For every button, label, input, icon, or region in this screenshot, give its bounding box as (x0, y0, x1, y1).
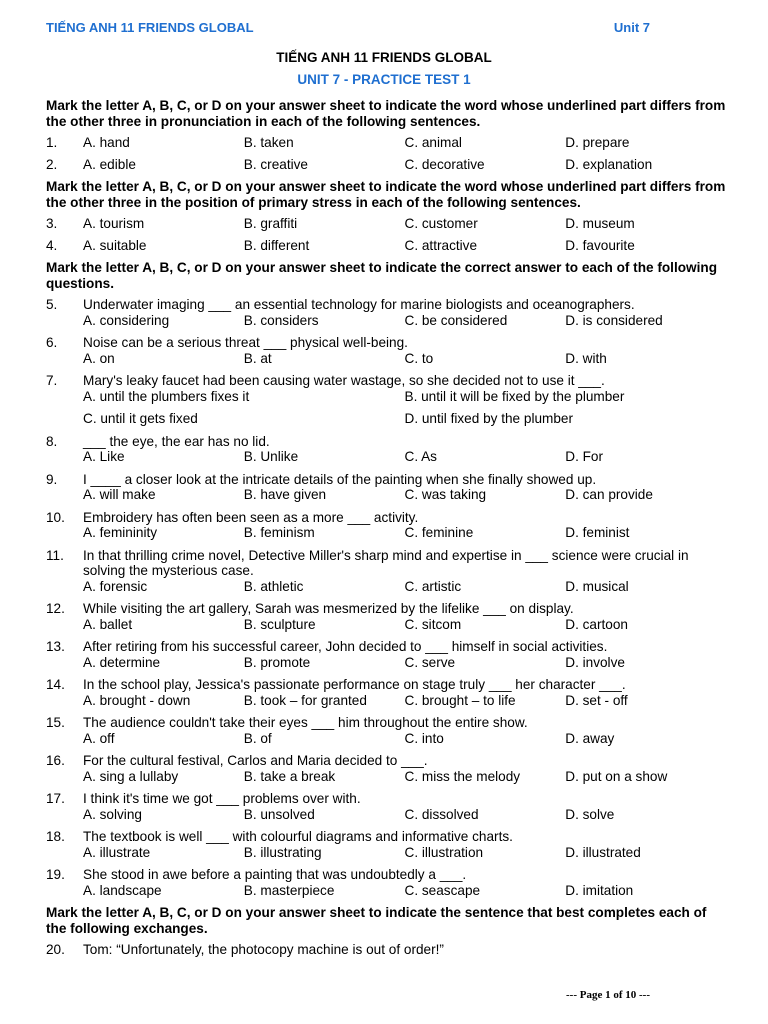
option-a: A. ballet (83, 616, 133, 632)
option-b: B. athletic (243, 578, 304, 594)
option-d: D. until fixed by the plumber (404, 411, 573, 426)
question-text: Underwater imaging ___ an essential technology for marine biologists and oceanographers. (83, 297, 635, 312)
question (46, 472, 726, 503)
question (46, 434, 726, 465)
question-text: The audience couldn't take their eyes ___ him throughout the entire show. (83, 715, 528, 730)
question-number: 6. (46, 335, 58, 350)
question-number: 3. (46, 216, 58, 231)
option-b: B. creative (243, 156, 308, 172)
option-c: C. feminine (404, 525, 474, 540)
option-c: C. into (404, 730, 444, 746)
option-a: A. on (83, 350, 115, 366)
question (46, 753, 726, 784)
option-b: B. feminism (243, 525, 315, 540)
option-a: A. suitable (83, 237, 147, 253)
option-b: B. masterpiece (243, 882, 335, 898)
question-text: Tom: “Unfortunately, the photocopy machine is out of order!” (83, 942, 444, 957)
question (46, 601, 726, 632)
question-text: For the cultural festival, Carlos and Maria decided to ___. (83, 753, 428, 768)
question-text: I think it's time we got ___ problems over with. (83, 791, 361, 806)
option-c: C. brought – to life (404, 692, 516, 708)
option-a: A. edible (83, 156, 136, 172)
option-d: D. explanation (565, 156, 653, 172)
option-b: B. take a break (243, 768, 336, 784)
question (46, 157, 726, 173)
question (46, 715, 726, 746)
option-a: A. considering (83, 312, 170, 328)
option-c: C. illustration (404, 844, 484, 860)
header-unit: Unit 7 (613, 20, 650, 35)
page-footer: --- Page 1 of 10 --- (566, 989, 650, 1001)
option-b: B. sculpture (243, 616, 316, 632)
option-d: D. solve (565, 806, 615, 822)
question (46, 238, 726, 254)
document-subtitle: UNIT 7 - PRACTICE TEST 1 (297, 72, 471, 87)
option-d: D. favourite (565, 237, 635, 253)
question (46, 135, 726, 151)
option-c: C. As (404, 449, 437, 464)
option-b: B. until it will be fixed by the plumber (404, 388, 625, 404)
option-a: A. landscape (83, 882, 162, 898)
question-number: 2. (46, 156, 58, 172)
option-c: C. customer (404, 216, 478, 231)
option-b: B. considers (243, 312, 319, 328)
option-b: B. of (243, 730, 272, 746)
option-d: D. For (565, 449, 604, 464)
option-d: D. imitation (565, 882, 634, 898)
option-a: A. femininity (83, 525, 158, 540)
option-a: A. until the plumbers fixes it (83, 388, 250, 404)
option-c: C. attractive (404, 237, 478, 253)
question-number: 4. (46, 237, 58, 253)
option-c: C. sitcom (404, 616, 462, 632)
option-a: A. sing a lullaby (83, 768, 179, 784)
question-text: In that thrilling crime novel, Detective Miller's sharp mind and expertise in ___ science were crucial in solving the mysterious case. (83, 547, 689, 578)
option-a: A. determine (83, 654, 161, 670)
question-text: Mary's leaky faucet had been causing water wastage, so she decided not to use it ___. (83, 373, 605, 388)
question-number: 7. (46, 373, 58, 388)
option-a: A. tourism (83, 216, 145, 231)
option-d: D. illustrated (565, 844, 641, 860)
header-course-title: TIẾNG ANH 11 FRIENDS GLOBAL (46, 20, 254, 35)
option-b: B. taken (243, 135, 294, 150)
option-a: A. brought - down (83, 692, 191, 708)
question-number: 5. (46, 297, 58, 312)
question (46, 791, 726, 822)
option-d: D. can provide (565, 487, 653, 502)
option-c: C. animal (404, 135, 462, 150)
question-text: The textbook is well ___ with colourful diagrams and informative charts. (83, 829, 513, 844)
document-title: TIẾNG ANH 11 FRIENDS GLOBAL (276, 50, 492, 65)
option-b: B. unsolved (243, 806, 315, 822)
question-number: 9. (46, 471, 58, 487)
question-number: 13. (46, 639, 65, 654)
option-d: D. set - off (565, 692, 628, 708)
option-a: A. forensic (83, 578, 148, 594)
option-a: A. illustrate (83, 844, 151, 860)
option-a: A. solving (83, 806, 142, 822)
option-b: B. have given (243, 487, 327, 502)
question-text: I ____ a closer look at the intricate details of the painting when she finally showed up. (83, 471, 597, 487)
question-number: 20. (46, 942, 65, 957)
question-number: 12. (46, 601, 65, 616)
question-text: Embroidery has often been seen as a more ___ activity. (83, 509, 419, 525)
option-a: A. hand (83, 135, 130, 150)
option-c: C. until it gets fixed (83, 411, 198, 426)
option-d: D. prepare (565, 135, 630, 150)
option-b: B. graffiti (243, 216, 298, 231)
question (46, 639, 726, 670)
option-b: B. promote (243, 654, 311, 670)
option-b: B. illustrating (243, 844, 322, 860)
question (46, 335, 726, 366)
option-c: C. to (404, 350, 434, 366)
question (46, 510, 726, 541)
question-number: 8. (46, 433, 58, 449)
question (46, 297, 726, 328)
option-b: B. different (243, 237, 310, 253)
option-b: B. took – for granted (243, 692, 367, 708)
page-header (46, 20, 650, 38)
test-content (46, 96, 726, 965)
section-instruction: Mark the letter A, B, C, or D on your answer sheet to indicate the correct answer to each of the following questions. (46, 260, 717, 291)
question-text: ___ the eye, the ear has no lid. (83, 433, 270, 449)
question-number: 15. (46, 715, 65, 730)
question-number: 19. (46, 867, 65, 882)
option-a: A. will make (83, 487, 156, 502)
question-number: 17. (46, 791, 65, 806)
option-a: A. off (83, 730, 115, 746)
option-c: C. decorative (404, 156, 485, 172)
option-c: C. dissolved (404, 806, 479, 822)
section-instruction: Mark the letter A, B, C, or D on your answer sheet to indicate the sentence that best completes each of the following exchanges. (46, 905, 707, 936)
question (46, 829, 726, 860)
question-text: She stood in awe before a painting that was undoubtedly a ___. (83, 867, 467, 882)
option-d: D. with (565, 350, 607, 366)
question-text: In the school play, Jessica's passionate performance on stage truly ___ her character ___. (83, 677, 626, 692)
option-b: B. at (243, 350, 272, 366)
question-number: 16. (46, 753, 65, 768)
question (46, 942, 726, 958)
question (46, 216, 726, 232)
question-number: 11. (46, 547, 64, 563)
question-number: 10. (46, 509, 65, 525)
question (46, 867, 726, 898)
question-text: Noise can be a serious threat ___ physical well-being. (83, 335, 408, 350)
option-d: D. feminist (565, 525, 630, 540)
question-list (46, 297, 726, 898)
option-d: D. is considered (565, 312, 663, 328)
question-number: 18. (46, 829, 65, 844)
option-d: D. museum (565, 216, 635, 231)
question (46, 373, 726, 427)
option-c: C. was taking (404, 487, 487, 502)
option-c: C. be considered (404, 312, 508, 328)
option-d: D. involve (565, 654, 625, 670)
section-instruction: Mark the letter A, B, C, or D on your answer sheet to indicate the word whose underlined part differs from the other three in pronunciation in each of the following sentences. (46, 98, 726, 129)
question (46, 677, 726, 708)
option-d: D. put on a show (565, 768, 668, 784)
option-c: C. miss the melody (404, 768, 521, 784)
question-text: After retiring from his successful career, John decided to ___ himself in social activities. (83, 639, 608, 654)
question-text: While visiting the art gallery, Sarah was mesmerized by the lifelike ___ on display. (83, 601, 574, 616)
question-number: 14. (46, 677, 65, 692)
option-c: C. artistic (404, 578, 462, 594)
option-a: A. Like (83, 449, 125, 464)
question (46, 548, 726, 595)
option-d: D. cartoon (565, 616, 628, 632)
option-d: D. away (565, 730, 615, 746)
option-c: C. serve (404, 654, 456, 670)
option-d: D. musical (565, 578, 629, 594)
option-b: B. Unlike (243, 449, 299, 464)
option-c: C. seascape (404, 882, 481, 898)
question-number: 1. (46, 135, 58, 150)
section-instruction: Mark the letter A, B, C, or D on your answer sheet to indicate the word whose underlined part differs from the other three in the position of primary stress in each of the following sentences. (46, 179, 726, 210)
